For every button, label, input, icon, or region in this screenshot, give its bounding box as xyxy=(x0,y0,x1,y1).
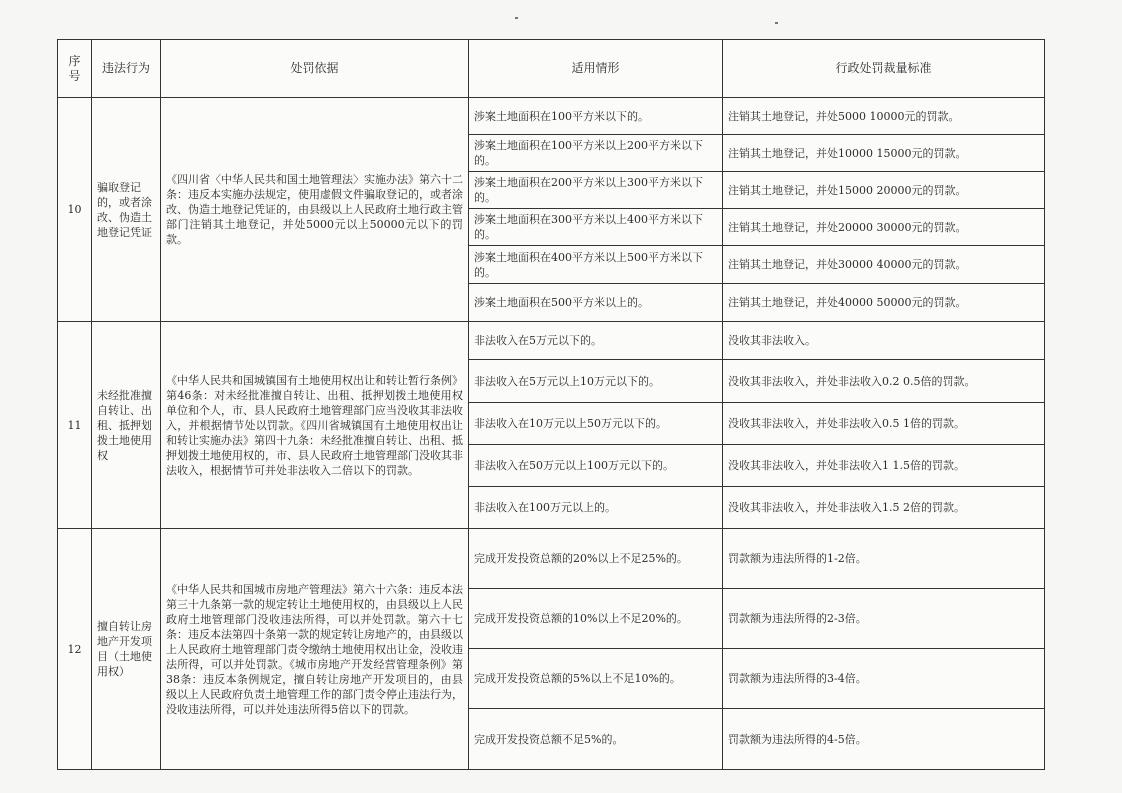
basis-cell: 《中华人民共和国城镇国有土地使用权出让和转让暂行条例》第46条：对未经批准擅自转让、出租、抵押划拨土地使用权单位和个人，市、县人民政府土地管理部门应当没收其非法收入，并根据情节处以罚款。《四川省城镇国有土地使用权出让和转让实施办法》第四十九条：未经批准擅自转让、出租、抵押划拨土地使用权的，市、县人民政府土地管理部门没收其非法收入，根据情节可并处非法收入二倍以下的罚款。 xyxy=(161,322,469,529)
violation-cell: 未经批准擅自转让、出租、抵押划拨土地使用权 xyxy=(92,322,161,529)
situation-cell: 完成开发投资总额不足5%的。 xyxy=(469,709,723,770)
header-basis: 处罚依据 xyxy=(161,40,469,98)
situation-cell: 非法收入在5万元以下的。 xyxy=(469,322,723,360)
row-number: 11 xyxy=(58,322,92,529)
standard-cell: 罚款额为违法所得的3-4倍。 xyxy=(723,649,1045,709)
scan-speck xyxy=(775,22,778,24)
situation-cell: 完成开发投资总额的5%以上不足10%的。 xyxy=(469,649,723,709)
table-row xyxy=(58,98,1045,135)
situation-cell: 非法收入在5万元以上10万元以下的。 xyxy=(469,360,723,403)
standard-cell: 注销其土地登记，并处10000 15000元的罚款。 xyxy=(723,135,1045,172)
standard-cell: 罚款额为违法所得的4-5倍。 xyxy=(723,709,1045,770)
header-standard: 行政处罚裁量标准 xyxy=(723,40,1045,98)
standard-cell: 注销其土地登记，并处20000 30000元的罚款。 xyxy=(723,209,1045,246)
header-row xyxy=(58,40,1045,98)
standard-cell: 罚款额为违法所得的2-3倍。 xyxy=(723,589,1045,649)
situation-cell: 涉案土地面积在500平方米以上的。 xyxy=(469,284,723,322)
header-situation: 适用情形 xyxy=(469,40,723,98)
situation-cell: 涉案土地面积在100平方米以上200平方米以下的。 xyxy=(469,135,723,172)
standard-cell: 没收其非法收入，并处非法收入0.2 0.5倍的罚款。 xyxy=(723,360,1045,403)
row-number: 10 xyxy=(58,98,92,322)
standard-cell: 没收其非法收入。 xyxy=(723,322,1045,360)
scan-speck xyxy=(515,17,518,19)
standard-cell: 注销其土地登记，并处30000 40000元的罚款。 xyxy=(723,246,1045,284)
standard-cell: 没收其非法收入，并处非法收入1 1.5倍的罚款。 xyxy=(723,445,1045,487)
violation-cell: 擅自转让房地产开发项目（土地使用权） xyxy=(92,529,161,770)
situation-cell: 非法收入在50万元以上100万元以下的。 xyxy=(469,445,723,487)
penalty-discretion-table xyxy=(57,39,1045,770)
basis-cell: 《四川省〈中华人民共和国土地管理法〉实施办法》第六十二条：违反本实施办法规定，使用虚假文件骗取登记的，或者涂改、伪造土地登记凭证的，由县级以上人民政府土地行政主管部门注销其土地登记，并处5000元以上50000元以下的罚款。 xyxy=(161,98,469,322)
basis-cell: 《中华人民共和国城市房地产管理法》第六十六条：违反本法第三十九条第一款的规定转让土地使用权的，由县级以上人民政府土地管理部门没收违法所得，可以并处罚款。第六十七条：违反本法第四十条第一款的规定转让房地产的，由县级以上人民政府土地管理部门责令缴纳土地使用权出让金，没收违法所得，可以并处罚款。《城市房地产开发经营管理条例》第38条：违反本条例规定，擅自转让房地产开发项目的，由县级以上人民政府负责土地管理工作的部门责令停止违法行为，没收违法所得，可以并处违法所得5倍以下的罚款。 xyxy=(161,529,469,770)
header-no: 序号 xyxy=(58,40,92,98)
table-row xyxy=(58,529,1045,589)
row-number: 12 xyxy=(58,529,92,770)
situation-cell: 完成开发投资总额的10%以上不足20%的。 xyxy=(469,589,723,649)
situation-cell: 涉案土地面积在400平方米以上500平方米以下的。 xyxy=(469,246,723,284)
standard-cell: 罚款额为违法所得的1-2倍。 xyxy=(723,529,1045,589)
situation-cell: 完成开发投资总额的20%以上不足25%的。 xyxy=(469,529,723,589)
standard-cell: 没收其非法收入，并处非法收入1.5 2倍的罚款。 xyxy=(723,487,1045,529)
standard-cell: 注销其土地登记，并处5000 10000元的罚款。 xyxy=(723,98,1045,135)
situation-cell: 非法收入在10万元以上50万元以下的。 xyxy=(469,403,723,445)
header-violation: 违法行为 xyxy=(92,40,161,98)
situation-cell: 涉案土地面积在200平方米以上300平方米以下的。 xyxy=(469,172,723,209)
standard-cell: 注销其土地登记，并处15000 20000元的罚款。 xyxy=(723,172,1045,209)
situation-cell: 非法收入在100万元以上的。 xyxy=(469,487,723,529)
situation-cell: 涉案土地面积在300平方米以上400平方米以下的。 xyxy=(469,209,723,246)
violation-cell: 骗取登记的，或者涂改、伪造土地登记凭证 xyxy=(92,98,161,322)
standard-cell: 注销其土地登记，并处40000 50000元的罚款。 xyxy=(723,284,1045,322)
table-row xyxy=(58,322,1045,360)
standard-cell: 没收其非法收入，并处非法收入0.5 1倍的罚款。 xyxy=(723,403,1045,445)
situation-cell: 涉案土地面积在100平方米以下的。 xyxy=(469,98,723,135)
